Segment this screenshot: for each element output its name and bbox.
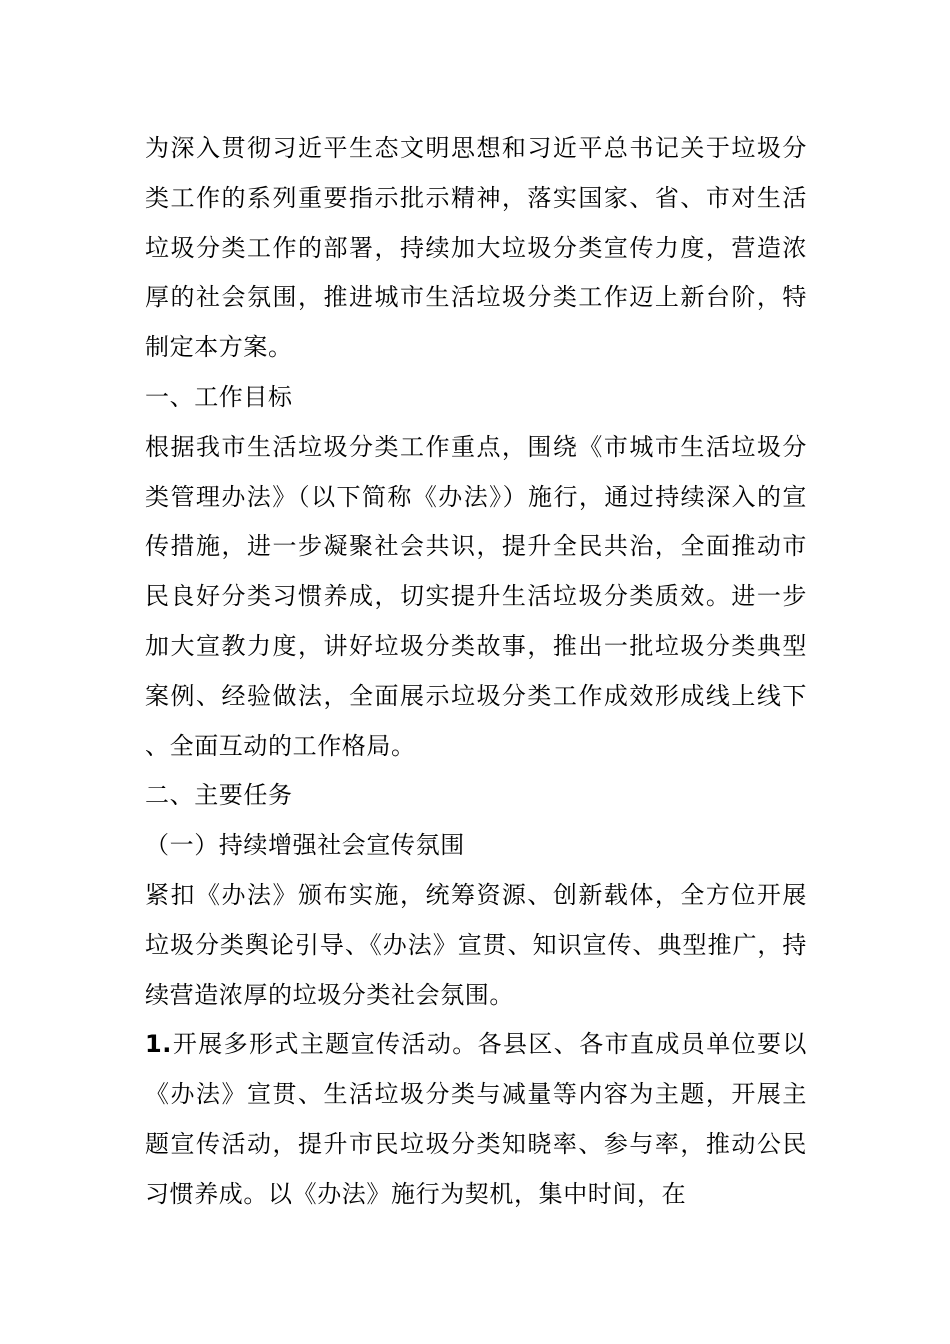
subsection-1-paragraph: 紧扣《办法》颁布实施，统筹资源、创新载体，全方位开展垃圾分类舆论引导、《办法》宣贯、知识宣传、典型推广，持续营造浓厚的垃圾分类社会氛围。 xyxy=(145,880,807,1009)
section-1-title: 一、工作目标 xyxy=(145,382,293,411)
item-1-text: 开展多形式主题宣传活动。各县区、各市直成员单位要以《办法》宣贯、生活垃圾分类与减量等内容为主题，开展主题宣传活动，提升市民垃圾分类知晓率、参与率，推动公民习惯养成。以《办法》施行为契机，集中时间，在 xyxy=(145,1030,807,1208)
intro-paragraph: 为深入贯彻习近平生态文明思想和习近平总书记关于垃圾分类工作的系列重要指示批示精神，落实国家、省、市对生活垃圾分类工作的部署，持续加大垃圾分类宣传力度，营造浓厚的社会氛围，推进城市生活垃圾分类工作迈上新台阶，特制定本方案。 xyxy=(145,134,807,362)
subsection-1-title: （一）持续增强社会宣传氛围 xyxy=(145,831,465,860)
section-2-title: 二、主要任务 xyxy=(145,781,293,810)
section-1-paragraph: 根据我市生活垃圾分类工作重点，围绕《市城市生活垃圾分类管理办法》（以下简称《办法》）施行，通过持续深入的宣传措施，进一步凝聚社会共识，提升全民共治，全面推动市民良好分类习惯养成，切实提升生活垃圾分类质效。进一步加大宣教力度，讲好垃圾分类故事，推出一批垃圾分类典型案例、经验做法，全面展示垃圾分类工作成效形成线上线下、全面互动的工作格局。 xyxy=(145,432,807,760)
document-body xyxy=(145,124,807,1220)
item-1-number: 1. xyxy=(145,1030,173,1059)
item-1-paragraph xyxy=(145,1020,807,1219)
